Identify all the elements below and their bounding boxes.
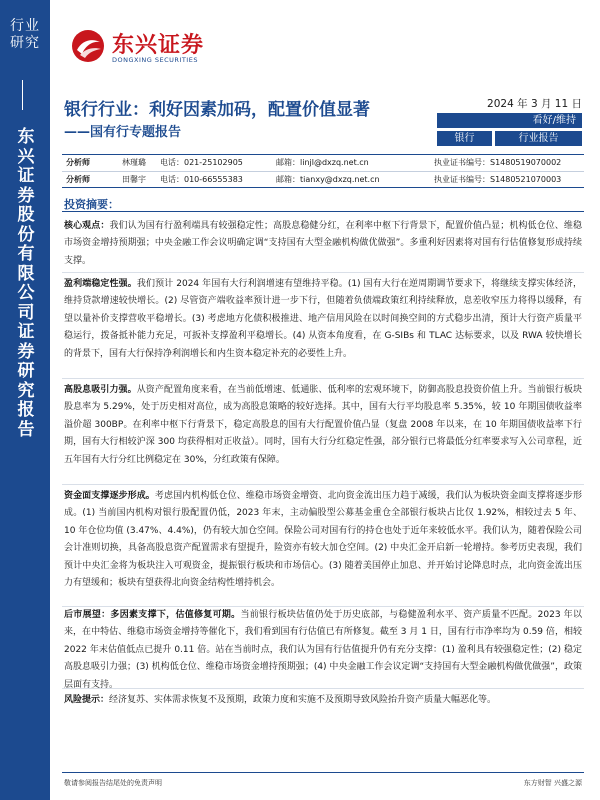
report-date: 2024 年 3 月 11 日 <box>487 98 582 110</box>
analyst-role: 分析师 <box>66 175 90 184</box>
paragraph-text: 当前银行板块估值仍处于历史底部，与稳健盈利水平、资产质量不匹配。2023 年以来，在中特估、维稳市场资金增持等催化下，我们看到国有行估值已有所修复。截至 3 月 1 日，国有行市净率均为 0.59 倍，相较 2022 年末估值低点已提升 0.11 倍。站在当前时点，我们认为国有行估值提升仍有充分支撑：(1) 盈利具有较强稳定性；(2) 稳定高股息吸引力强；(3) 机构低仓位、维稳市场资金增持预期强；(4) 中央金融工作会议定调“支持国有大型金融机构做优做强”，政策层面有支持。 <box>64 610 582 690</box>
paragraph-text: 从资产配置角度来看，在当前低增速、低通胀、低利率的宏观环境下，防御高股息投资价值上升。当前银行板块股息率为 5.29%，处于历史相对高位，成为高股息策略的较好选择。其中，国有大行平均股息率 5.35%，较 10 年期国债收益率溢价超 300BP。在利率中枢下行背景下，稳定高股息的国有大行配置价值凸显（复盘 2008 年以来，在 10 年期国债收益率下行期，国有大行相较沪深 300 均获得相对正收益）。同时，国有大行分红稳定性强，部分银行已将最低分红率要求写入公司章程，近五年国有大行分红比例稳定在 30%，分红政策有保障。 <box>64 385 582 465</box>
analyst-row <box>62 155 584 171</box>
paragraph-divider <box>62 484 584 485</box>
paragraph-core-view <box>64 218 582 270</box>
analyst-phone: 电话：010-66555383 <box>160 175 243 184</box>
paragraph-text: 考虑国内机构低仓位、维稳市场资金增资、北向资金流出压力趋于减缓，我们认为板块资金面支撑将逐步形成。(1) 当前国内机构对银行股配置仍低，2023 年末，主动偏股型公募基金重仓全部银行板块占比仅 1.92%，相较过去 5 年、10 年仓位均值 (3.47%、4.4%)，仍有较大加仓空间。保险公司对国有行的持仓也处于近年来较低水平。我们认为，随着保险公司会计准则切换，具备高股息资产配置需求有望提升，险资亦有较大加仓空间。(2) 中央汇金开启新一轮增持。参考历史表现，我们预计中央汇金将为板块注入可观资金，提振银行板块和市场信心。(3) 随着美国停止加息、并开始讨论降息时点，北向资金流出压力有望缓和；板块有望获得北向资金结构性增持机会。 <box>64 491 582 589</box>
logo-name-en: DONGXING SECURITIES <box>112 56 198 64</box>
paragraph-text: 我们认为国有行盈利端具有较强稳定性；高股息稳健分红，在利率中枢下行背景下，配置价值凸显；机构低仓位、维稳市场资金增持预期强；中央金融工作会议明确定调“支持国有大型金融机构做优做强”。多重利好因素将对国有行估值修复形成持续支撑。 <box>64 221 582 266</box>
paragraph-text: 经济复苏、实体需求恢复不及预期，政策力度和实施不及预期导致风险抬升资产质量大幅恶化等。 <box>109 695 497 705</box>
paragraph-lead: 核心观点： <box>64 221 110 231</box>
paragraph-risk <box>64 692 582 709</box>
paragraph-funding <box>64 488 582 592</box>
rating-badge: 看好/维持 <box>437 113 582 128</box>
analyst-role: 分析师 <box>66 158 90 167</box>
footer-slogan: 东方财智 兴盛之源 <box>523 779 582 787</box>
paragraph-text: 我们预计 2024 年国有大行利润增速有望维持平稳。(1) 国有大行在逆周期调节要求下，将继续支撑实体经济，维持贷款增速较快增长。(2) 尽管资产端收益率预计进一步下行，但随着负债端政策红利持续释放，息差收窄压力将得以缓释，有望以量补价支撑营收平稳增长。(3) 考虑地方化债积极推进、地产信用风险在以时间换空间的方式稳步出清，预计大行资产质量平稳运行，拨备抵补能力充足，可扳补支撑盈利平稳增长。(4) 从资本角度看，在 G-SIBs 和 TLAC 达标要求，以及 RWA 较快增长的背景下，国有大行保持净利润增长和内生资本稳定补充的必要性上升。 <box>64 279 582 359</box>
paragraph-dividend <box>64 382 582 469</box>
paragraph-outlook <box>64 607 582 694</box>
analyst-phone: 电话：021-25102905 <box>160 158 243 167</box>
industry-tag: 银行 <box>437 131 492 146</box>
left-sidebar <box>0 0 50 800</box>
logo-name-cn: 东兴证券 <box>112 33 205 58</box>
paragraph-lead: 资金面支撑逐步形成。 <box>64 491 155 501</box>
footer-rule <box>62 772 584 773</box>
analyst-cert: 执业证书编号：S1480519070002 <box>434 158 562 167</box>
section-heading: 投资摘要： <box>64 198 119 211</box>
sidebar-divider <box>22 80 28 110</box>
paragraph-lead: 风险提示： <box>64 695 110 705</box>
analyst-row <box>62 171 584 187</box>
logo-mark-icon <box>70 28 106 64</box>
footer-disclaimer: 敬请参阅报告结尾处的免责声明 <box>64 779 162 787</box>
company-logo <box>70 28 230 68</box>
analyst-email[interactable]: 邮箱：linjl@dxzq.net.cn <box>276 158 369 167</box>
paragraph-lead: 高股息吸引力强。 <box>64 385 137 395</box>
paragraph-lead: 盈利端稳定性强。 <box>64 279 137 289</box>
report-subtitle: ——国有行专题报告 <box>64 125 182 140</box>
sidebar-org-label: 东兴证券股份有限公司证券研究报告 <box>17 127 35 440</box>
paragraph-earnings <box>64 276 582 363</box>
paragraph-divider <box>62 272 584 273</box>
section-rule <box>62 211 584 212</box>
paragraph-lead: 后市展望：多因素支撑下，估值修复可期。 <box>64 610 241 620</box>
report-title: 银行行业：利好因素加码，配置价值显著 <box>64 100 370 120</box>
analyst-table <box>62 154 584 188</box>
report-type-tag: 行业报告 <box>495 131 582 146</box>
analyst-name: 林瑾璐 <box>122 158 146 167</box>
sidebar-category-label: 行业研究 <box>10 18 40 51</box>
analyst-email[interactable]: 邮箱：tianxy@dxzq.net.cn <box>276 175 380 184</box>
analyst-name: 田馨宇 <box>122 175 146 184</box>
analyst-cert: 执业证书编号：S1480521070003 <box>434 175 562 184</box>
paragraph-divider <box>62 378 584 379</box>
paragraph-divider <box>62 688 584 689</box>
report-tags <box>437 131 582 146</box>
